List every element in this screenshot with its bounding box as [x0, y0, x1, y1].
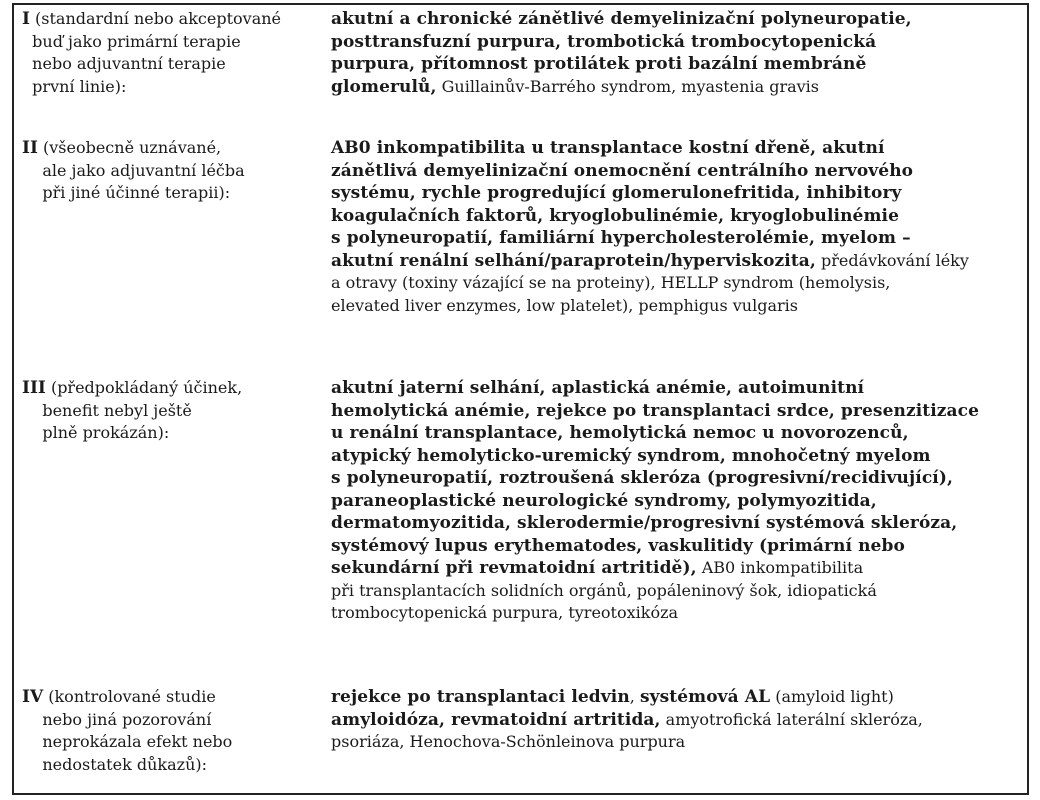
- indication-line: akutní jaterní selhání, aplastická anémie, autoimunitní: [331, 378, 865, 398]
- indication-line: s polyneuropatií, familiární hypercholesterolémie, myelom –: [331, 228, 911, 248]
- category-desc-line: (předpokládaný účinek,: [45, 378, 243, 397]
- indication-line: systému, rychle progredující glomerulonefritida, inhibitory: [331, 183, 902, 203]
- indication-line: elevated liver enzymes, low platelet), pemphigus vulgaris: [331, 295, 798, 315]
- category-label: [22, 8, 327, 98]
- category-label: [22, 377, 327, 445]
- indication-line: psoriáza, Henochova-Schönleinova purpura: [331, 732, 686, 751]
- indication-line: trombocytopenická purpura, tyreotoxikóza: [331, 603, 679, 622]
- category-desc-line: buď jako primární terapie: [32, 31, 241, 51]
- indication-line: koagulačních faktorů, kryoglobulinémie, kryoglobulinémie: [331, 205, 900, 226]
- category-desc-line: první linie):: [32, 76, 127, 96]
- indication-line: a otravy (toxiny vázající se na proteiny), HELLP syndrom (hemolysis,: [331, 273, 891, 292]
- category-desc-line: neprokázala efekt nebo: [42, 732, 233, 751]
- indication-line: purpura, přítomnost protilátek proti bazální membráně: [331, 54, 867, 74]
- category-numeral: II: [22, 138, 38, 158]
- indication-table: [12, 3, 1029, 795]
- indication-line: amyloidóza, revmatoidní artritida, amyotrofická laterální skleróza,: [331, 709, 923, 730]
- category-desc-line: nedostatek důkazů):: [42, 754, 207, 774]
- category-desc-line: ale jako adjuvantní léčba: [42, 160, 245, 180]
- category-desc-line: při jiné účinné terapii):: [42, 183, 231, 202]
- indication-line: hemolytická anémie, rejekce po transplantaci srdce, presenzitizace: [331, 400, 980, 421]
- indication-line: při transplantacích solidních orgánů, popáleninový šok, idiopatická: [331, 580, 877, 600]
- indication-line: atypický hemolyticko-uremický syndrom, mnohočetný myelom: [331, 445, 931, 466]
- category-desc-line: nebo jiná pozorování: [42, 709, 212, 729]
- indication-line: dermatomyozitida, sklerodermie/progresivní systémová skleróza,: [331, 513, 958, 533]
- indication-list: [331, 8, 1026, 98]
- category-numeral: IV: [22, 687, 44, 707]
- category-desc-line: benefit nebyl ještě: [42, 400, 192, 420]
- indication-list: [331, 686, 1026, 754]
- category-desc-line: plně prokázán):: [42, 423, 170, 442]
- indication-line: systémový lupus erythematodes, vaskulitidy (primární nebo: [331, 535, 905, 556]
- category-desc-line: (standardní nebo akceptované: [29, 9, 281, 28]
- indication-list: [331, 377, 1026, 625]
- indication-line: glomerulů, Guillainův-Barrého syndrom, myastenia gravis: [331, 76, 819, 97]
- category-desc-line: nebo adjuvantní terapie: [32, 54, 226, 73]
- indication-line: zánětlivá demyelinizační onemocnění centrálního nervového: [331, 160, 914, 181]
- indication-list: [331, 137, 1026, 317]
- category-label: [22, 686, 327, 776]
- indication-line: akutní renální selhání/paraprotein/hyperviskozita, předávkování léky: [331, 250, 969, 271]
- category-numeral: I: [22, 9, 30, 29]
- indication-line: akutní a chronické zánětlivé demyelinizační polyneuropatie,: [331, 9, 912, 29]
- indication-line: AB0 inkompatibilita u transplantace kostní dřeně, akutní: [331, 138, 885, 158]
- indication-line: s polyneuropatií, roztroušená skleróza (progresivní/recidivující),: [331, 468, 953, 488]
- indication-line: u renální transplantace, hemolytická nemoc u novorozenců,: [331, 423, 909, 443]
- indication-line: sekundární při revmatoidní artritidě), AB0 inkompatibilita: [331, 558, 864, 578]
- indication-line: posttransfuzní purpura, trombotická trombocytopenická: [331, 31, 877, 52]
- indication-line: paraneoplastické neurologické syndromy, polymyozitida,: [331, 490, 877, 511]
- category-desc-line: (všeobecně uznávané,: [37, 138, 222, 157]
- category-label: [22, 137, 327, 205]
- category-numeral: III: [22, 378, 46, 398]
- indication-line: rejekce po transplantaci ledvin, systémová AL (amyloid light): [331, 687, 894, 707]
- category-desc-line: (kontrolované studie: [43, 687, 216, 706]
